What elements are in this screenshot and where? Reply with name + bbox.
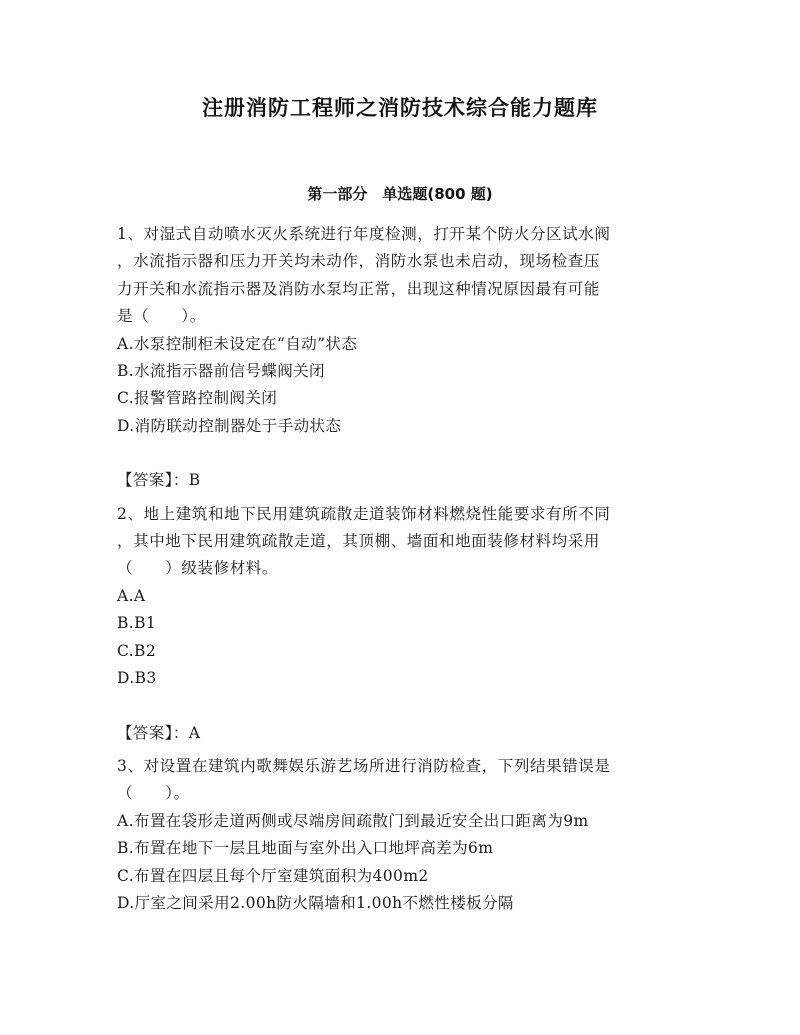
option-a: A.水泵控制柜未设定在“自动”状态 <box>117 334 358 353</box>
option-d: D.B3 <box>117 669 157 688</box>
question-stem-line: （ ）。 <box>117 784 190 803</box>
question-stem-line: ，其中地下民用建筑疏散走道，其顶棚、墙面和地面装修材料均采用 <box>117 532 601 551</box>
document-title: 注册消防工程师之消防技术综合能力题库 <box>202 96 598 120</box>
answer-label: 【答案】：A <box>117 723 201 742</box>
option-c: C.报警管路控制阀关闭 <box>117 389 278 408</box>
question-stem-line: 2、地上建筑和地下民用建筑疏散走道装饰材料燃烧性能要求有所不同 <box>117 504 611 523</box>
option-a: A.布置在袋形走道两侧或尽端房间疏散门到最近安全出口距离为9m <box>117 811 589 830</box>
option-b: B.布置在地下一层且地面与室外出入口地坪高差为6m <box>117 839 494 858</box>
question-2 <box>117 501 687 753</box>
question-stem-line: 1、对湿式自动喷水灭火系统进行年度检测，打开某个防火分区试水阀 <box>117 225 611 243</box>
option-c: C.B2 <box>117 641 157 660</box>
question-1 <box>117 221 687 501</box>
question-list <box>117 221 687 917</box>
question-stem-line: 力开关和水流指示器及消防水泵均正常，出现这种情况原因最有可能 <box>117 279 601 298</box>
option-c: C.布置在四层且每个厅室建筑面积为400m2 <box>117 866 429 885</box>
option-b: B.水流指示器前信号蝶阀关闭 <box>117 362 325 381</box>
section-heading: 第一部分 单选题(800 题) <box>307 185 493 203</box>
question-3 <box>117 753 687 917</box>
option-d: D.消防联动控制器处于手动状态 <box>117 416 342 435</box>
answer-label: 【答案】：B <box>117 471 201 490</box>
option-a: A.A <box>117 586 146 605</box>
question-stem-line: 3、对设置在建筑内歌舞娱乐游艺场所进行消防检查，下列结果错误是 <box>117 756 611 775</box>
question-stem-line: 是（ ）。 <box>117 307 206 326</box>
option-b: B.B1 <box>117 614 157 633</box>
option-d: D.厅室之间采用2.00h防火隔墙和1.00h不燃性楼板分隔 <box>117 893 514 912</box>
question-stem-line: ，水流指示器和压力开关均未动作，消防水泵也未启动，现场检查压 <box>117 252 601 271</box>
question-stem-line: （ ）级装修材料。 <box>117 559 279 578</box>
